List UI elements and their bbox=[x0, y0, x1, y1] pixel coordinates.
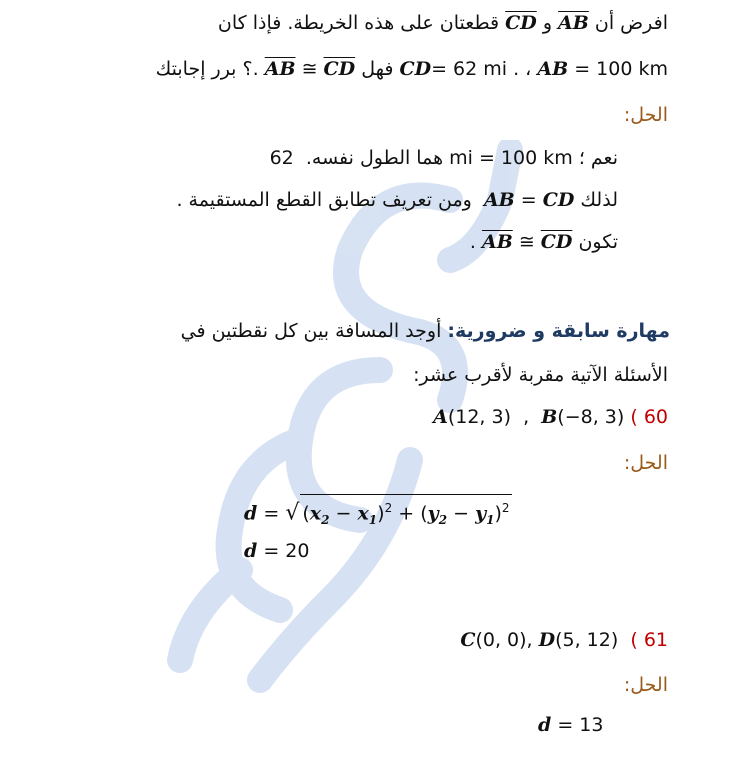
problem-line-1 bbox=[218, 10, 668, 36]
solution-text: . ومن تعريف تطابق القطع المستقيمة bbox=[176, 189, 472, 211]
solution-text: . bbox=[469, 231, 476, 253]
problem-line-2 bbox=[156, 56, 668, 82]
skill-text: أوجد المسافة بين كل نقطتين في bbox=[180, 320, 442, 342]
point-a-label: A bbox=[433, 406, 448, 428]
cd-length-value: = 62 mi . bbox=[431, 58, 520, 80]
cd-length-label: CD bbox=[399, 58, 432, 80]
point-d-label: D bbox=[538, 629, 556, 651]
skill-title: مهارة سابقة و ضرورية: bbox=[447, 320, 670, 342]
exponent: 2 bbox=[384, 501, 393, 515]
distance-variable: d bbox=[538, 714, 552, 736]
ab-length-label: AB bbox=[537, 58, 569, 80]
question-number: 60 ) bbox=[630, 406, 668, 428]
separator: , bbox=[523, 406, 530, 428]
radicand bbox=[300, 494, 511, 533]
distance-variable: d bbox=[244, 540, 258, 562]
conjunction: و bbox=[542, 12, 552, 34]
result-60 bbox=[244, 538, 309, 564]
minus-symbol: − bbox=[335, 502, 352, 525]
segment-cd: CD bbox=[542, 189, 575, 211]
solution-text: نعم ؛ bbox=[578, 147, 618, 169]
sub: 1 bbox=[486, 513, 495, 528]
point-b-label: B bbox=[541, 406, 558, 428]
problem-text: افرض أن bbox=[594, 12, 668, 34]
problem-text: ؟ برر إجابتك. bbox=[155, 58, 259, 80]
segment-ab: $\overline{AB}$ bbox=[481, 231, 513, 253]
sqrt-icon: √ bbox=[285, 500, 300, 526]
point-c-coords: (0, 0), bbox=[475, 629, 533, 651]
solution-line-2 bbox=[176, 187, 618, 213]
ab-length-value: = 100 km bbox=[574, 58, 668, 80]
paren: ) bbox=[494, 502, 502, 525]
point-a-coords: (12, 3) bbox=[447, 406, 511, 428]
exponent: 2 bbox=[501, 501, 510, 515]
result-value: = 13 bbox=[557, 714, 604, 736]
segment-ab: AB bbox=[558, 12, 589, 34]
segment-cd: $\overline{CD}$ bbox=[323, 58, 356, 80]
point-b-coords: (−8, 3) bbox=[557, 406, 625, 428]
distance-variable: d bbox=[244, 502, 258, 525]
y2-var: y bbox=[427, 502, 439, 525]
sub: 2 bbox=[321, 513, 330, 528]
x1-var: x bbox=[357, 502, 369, 525]
paren: ) bbox=[377, 502, 385, 525]
result-61 bbox=[538, 712, 603, 738]
segment-ab: AB bbox=[483, 189, 515, 211]
question-number: 61 ) bbox=[630, 629, 668, 651]
unit-equality: 62 mi = 100 km bbox=[269, 147, 573, 169]
point-c-label: C bbox=[460, 629, 476, 651]
x2-var: x bbox=[309, 502, 322, 525]
solution-text: تكون bbox=[578, 231, 618, 253]
equals-symbol: = bbox=[520, 189, 537, 211]
solution-label: الحل: bbox=[623, 452, 668, 474]
skill-heading-line bbox=[181, 318, 670, 344]
question-61 bbox=[460, 627, 668, 653]
segment-ab: $\overline{AB}$ bbox=[264, 58, 296, 80]
paren: ( bbox=[302, 502, 310, 525]
problem-text: قطعتان على هذه الخريطة. فإذا كان bbox=[217, 12, 500, 34]
congruence-symbol: ≅ bbox=[301, 58, 318, 80]
congruence-symbol: ≅ bbox=[518, 231, 535, 253]
separator: ، bbox=[525, 58, 532, 80]
sub: 2 bbox=[438, 513, 448, 528]
point-d-coords: (5, 12) bbox=[555, 629, 619, 651]
sub: 1 bbox=[368, 513, 378, 528]
segment-cd: CD bbox=[505, 12, 537, 34]
result-value: = 20 bbox=[263, 540, 310, 562]
equals-symbol: = bbox=[263, 502, 280, 525]
distance-formula bbox=[244, 494, 512, 533]
solution-text: هما الطول نفسه. bbox=[305, 147, 444, 169]
problem-text: فهل bbox=[361, 58, 394, 80]
plus-symbol: + bbox=[398, 502, 415, 525]
paren: ( bbox=[420, 502, 428, 525]
minus-symbol: − bbox=[453, 502, 470, 525]
segment-cd: $\overline{CD}$ bbox=[540, 231, 573, 253]
solution-line-1 bbox=[270, 145, 618, 171]
solution-label: الحل: bbox=[623, 674, 668, 696]
solution-label: الحل: bbox=[623, 104, 668, 126]
solution-line-3 bbox=[470, 229, 618, 255]
y1-var: y bbox=[475, 502, 487, 525]
solution-text: لذلك bbox=[580, 189, 618, 211]
question-60 bbox=[433, 404, 668, 430]
skill-text-line-2: الأسئلة الآتية مقربة لأقرب عشر: bbox=[413, 364, 668, 386]
